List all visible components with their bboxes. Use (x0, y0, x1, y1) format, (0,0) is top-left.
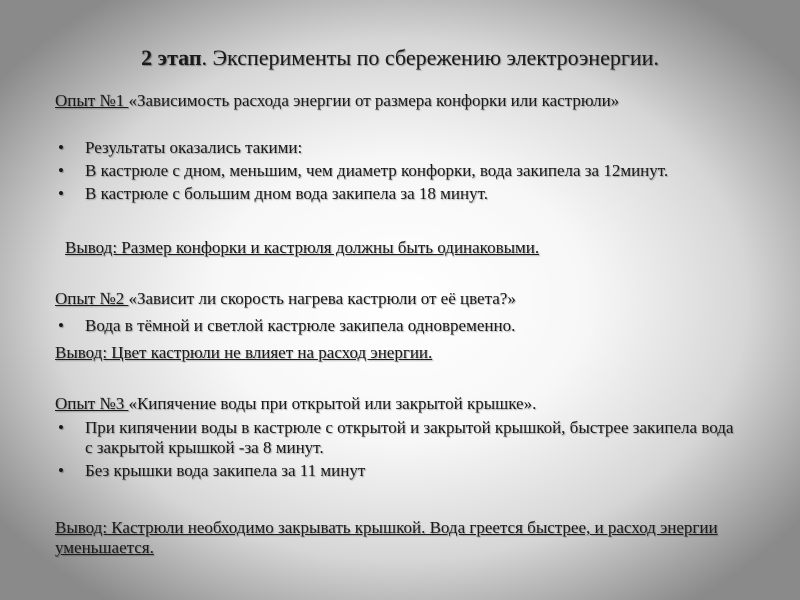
experiment-1-label: Опыт №1 (55, 91, 129, 110)
experiment-1-list (55, 138, 745, 207)
experiment-2-conclusion-text: Вывод: Цвет кастрюли не влияет на расход энергии. (55, 343, 433, 362)
experiment-2-list (55, 316, 745, 339)
experiment-3-conclusion-text: Вывод: Кастрюли необходимо закрывать крышкой. Вода греется быстрее, и расход энергии уменьшается. (55, 518, 718, 557)
experiment-1-name: «Зависимость расхода энергии от размера конфорки или кастрюли» (128, 91, 620, 110)
list-item: • В кастрюле с дном, меньшим, чем диаметр конфорки, вода закипела за 12минут. (55, 161, 745, 181)
experiment-3-conclusion (55, 518, 745, 558)
experiment-3-heading (55, 394, 745, 414)
experiment-2-name: «Зависит ли скорость нагрева кастрюли от её цвета?» (128, 289, 516, 308)
title-stage: 2 этап (141, 45, 202, 70)
list-item: • Без крышки вода закипела за 11 минут (55, 461, 745, 481)
experiment-1-conclusion-text: Вывод: Размер конфорки и кастрюля должны быть одинаковыми. (65, 238, 540, 257)
experiment-1-heading (55, 91, 745, 111)
list-item: • Результаты оказались такими: (55, 138, 745, 158)
experiment-3-label: Опыт №3 (55, 394, 129, 413)
experiment-2-conclusion (55, 343, 745, 363)
list-item: • При кипячении воды в кастрюле с открытой и закрытой крышкой, быстрее закипела вода с закрытой крышкой -за 8 минут. (55, 418, 745, 458)
list-item: • Вода в тёмной и светлой кастрюле закипела одновременно. (55, 316, 745, 336)
experiment-2-heading (55, 289, 745, 309)
experiment-1-conclusion (65, 238, 755, 258)
experiment-2-label: Опыт №2 (55, 289, 129, 308)
experiment-3-name: «Кипячение воды при открытой или закрытой крышке». (128, 394, 537, 413)
title-text: . Эксперименты по сбережению электроэнергии. (201, 45, 659, 70)
experiment-3-list (55, 418, 745, 484)
list-item: • В кастрюле с большим дном вода закипела за 18 минут. (55, 184, 745, 204)
slide-title (0, 44, 800, 72)
